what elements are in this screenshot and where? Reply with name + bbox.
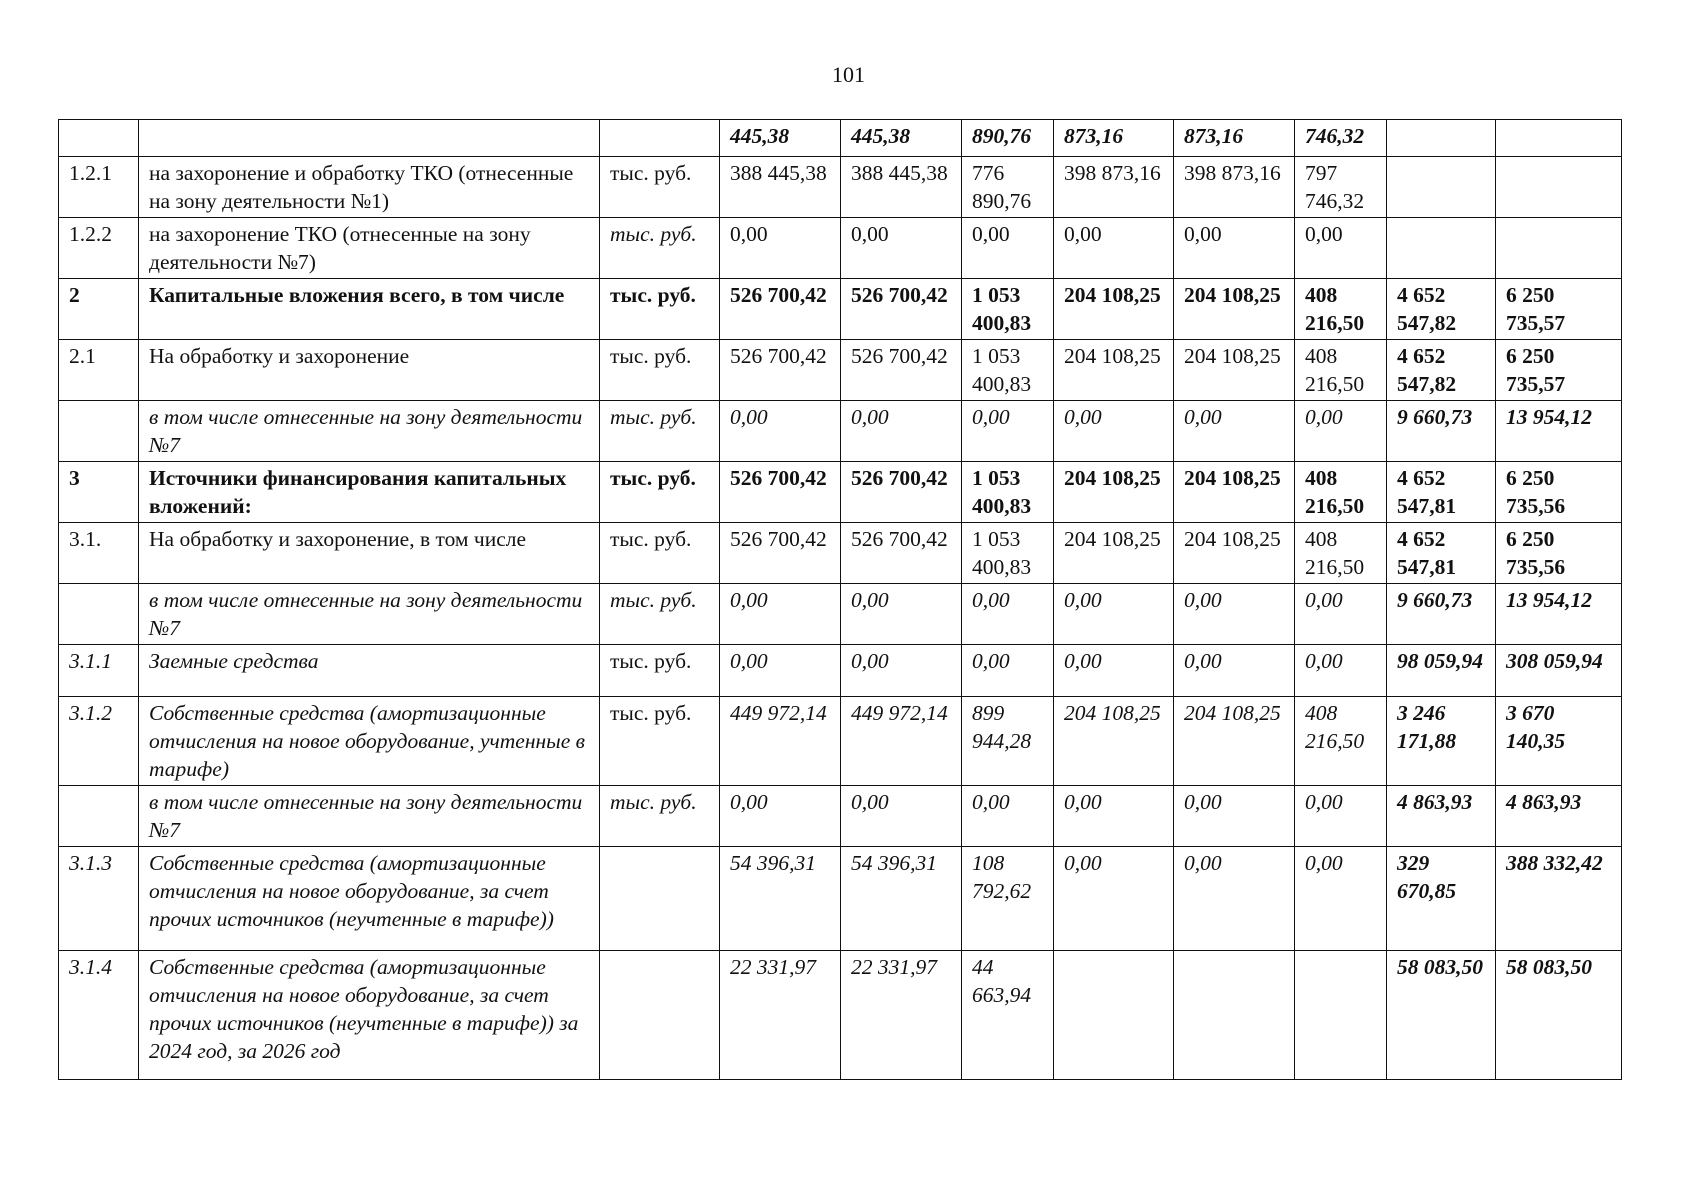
value-col-7: 9 660,73: [1387, 401, 1496, 462]
row-number: 3.1.2: [59, 697, 139, 786]
value-col-6: [1295, 951, 1387, 1080]
value-col-3: 0,00: [962, 584, 1054, 645]
unit: тыс. руб.: [600, 279, 720, 340]
value-col-2: 526 700,42: [841, 462, 962, 523]
row-description: на захоронение ТКО (отнесенные на зону деятельности №7): [139, 218, 600, 279]
value-col-1: 449 972,14: [720, 697, 841, 786]
row-number: 2.1: [59, 340, 139, 401]
value-col-2: 526 700,42: [841, 523, 962, 584]
value-col-7: 4 863,93: [1387, 786, 1496, 847]
unit: тыс. руб.: [600, 523, 720, 584]
value-col-7: [1387, 218, 1496, 279]
row-number: 3.1.: [59, 523, 139, 584]
unit: тыс. руб.: [600, 462, 720, 523]
table-row: [59, 157, 1622, 218]
value-col-7: 58 083,50: [1387, 951, 1496, 1080]
value-col-2: 0,00: [841, 584, 962, 645]
value-col-5: 204 108,25: [1174, 462, 1295, 523]
value-col-3: 899 944,28: [962, 697, 1054, 786]
value-col-3: 108 792,62: [962, 847, 1054, 951]
value-col-4: 0,00: [1054, 401, 1174, 462]
value-col-3: 1 053 400,83: [962, 340, 1054, 401]
financial-table: [58, 119, 1622, 1080]
row-number: 2: [59, 279, 139, 340]
row-description: Собственные средства (амортизационные отчисления на новое оборудование, учтенные в тарифе): [139, 697, 600, 786]
table-body: [59, 120, 1622, 1080]
value-col-5: 0,00: [1174, 584, 1295, 645]
value-col-4: 204 108,25: [1054, 697, 1174, 786]
value-col-5: 0,00: [1174, 786, 1295, 847]
value-col-8: 6 250 735,57: [1496, 279, 1622, 340]
value-col-8: [1496, 120, 1622, 157]
table-row: [59, 462, 1622, 523]
row-description: На обработку и захоронение, в том числе: [139, 523, 600, 584]
row-description: Источники финансирования капитальных вложений:: [139, 462, 600, 523]
value-col-7: 4 652 547,82: [1387, 279, 1496, 340]
value-col-7: 329 670,85: [1387, 847, 1496, 951]
unit: тыс. руб.: [600, 218, 720, 279]
value-col-1: 0,00: [720, 786, 841, 847]
value-col-3: 890,76: [962, 120, 1054, 157]
value-col-6: 0,00: [1295, 584, 1387, 645]
unit: тыс. руб.: [600, 157, 720, 218]
table-row: [59, 584, 1622, 645]
value-col-8: [1496, 218, 1622, 279]
value-col-1: 0,00: [720, 584, 841, 645]
unit: [600, 847, 720, 951]
unit: тыс. руб.: [600, 584, 720, 645]
value-col-2: 0,00: [841, 786, 962, 847]
value-col-6: 0,00: [1295, 218, 1387, 279]
row-description: На обработку и захоронение: [139, 340, 600, 401]
value-col-6: 0,00: [1295, 645, 1387, 697]
value-col-5: 204 108,25: [1174, 340, 1295, 401]
unit: тыс. руб.: [600, 340, 720, 401]
value-col-1: 388 445,38: [720, 157, 841, 218]
value-col-6: 408 216,50: [1295, 279, 1387, 340]
value-col-6: 408 216,50: [1295, 523, 1387, 584]
row-description: Собственные средства (амортизационные отчисления на новое оборудование, за счет прочих источников (неучтенные в тарифе)) за 2024 год, за 2026 год: [139, 951, 600, 1080]
value-col-2: 54 396,31: [841, 847, 962, 951]
row-description: Капитальные вложения всего, в том числе: [139, 279, 600, 340]
value-col-1: 526 700,42: [720, 523, 841, 584]
value-col-1: 54 396,31: [720, 847, 841, 951]
table-row: [59, 340, 1622, 401]
row-number: 3.1.4: [59, 951, 139, 1080]
row-number: [59, 401, 139, 462]
value-col-6: 408 216,50: [1295, 340, 1387, 401]
value-col-6: 408 216,50: [1295, 697, 1387, 786]
value-col-6: 0,00: [1295, 847, 1387, 951]
value-col-1: 22 331,97: [720, 951, 841, 1080]
row-number: [59, 120, 139, 157]
value-col-8: 388 332,42: [1496, 847, 1622, 951]
value-col-4: 873,16: [1054, 120, 1174, 157]
value-col-8: 13 954,12: [1496, 584, 1622, 645]
value-col-5: 204 108,25: [1174, 279, 1295, 340]
value-col-4: 0,00: [1054, 218, 1174, 279]
row-description: в том числе отнесенные на зону деятельности №7: [139, 786, 600, 847]
value-col-2: 526 700,42: [841, 340, 962, 401]
value-col-4: 398 873,16: [1054, 157, 1174, 218]
value-col-2: 0,00: [841, 401, 962, 462]
value-col-4: 204 108,25: [1054, 462, 1174, 523]
value-col-8: 58 083,50: [1496, 951, 1622, 1080]
row-description: [139, 120, 600, 157]
table-row: [59, 645, 1622, 697]
value-col-2: 445,38: [841, 120, 962, 157]
value-col-7: 4 652 547,81: [1387, 523, 1496, 584]
value-col-8: 4 863,93: [1496, 786, 1622, 847]
value-col-7: [1387, 157, 1496, 218]
value-col-4: 0,00: [1054, 645, 1174, 697]
value-col-3: 0,00: [962, 786, 1054, 847]
value-col-7: 4 652 547,81: [1387, 462, 1496, 523]
value-col-8: 6 250 735,56: [1496, 523, 1622, 584]
value-col-1: 526 700,42: [720, 340, 841, 401]
row-number: 1.2.1: [59, 157, 139, 218]
value-col-4: 0,00: [1054, 786, 1174, 847]
value-col-1: 526 700,42: [720, 279, 841, 340]
value-col-4: 204 108,25: [1054, 279, 1174, 340]
value-col-4: 0,00: [1054, 847, 1174, 951]
row-number: 3.1.3: [59, 847, 139, 951]
value-col-5: 0,00: [1174, 645, 1295, 697]
page-number: 101: [832, 62, 865, 87]
value-col-3: 1 053 400,83: [962, 279, 1054, 340]
value-col-8: 6 250 735,56: [1496, 462, 1622, 523]
unit: тыс. руб.: [600, 401, 720, 462]
value-col-3: 1 053 400,83: [962, 462, 1054, 523]
value-col-7: 98 059,94: [1387, 645, 1496, 697]
row-description: Заемные средства: [139, 645, 600, 697]
value-col-2: 22 331,97: [841, 951, 962, 1080]
row-number: [59, 584, 139, 645]
value-col-7: 4 652 547,82: [1387, 340, 1496, 401]
value-col-5: 0,00: [1174, 218, 1295, 279]
unit: [600, 120, 720, 157]
unit: тыс. руб.: [600, 697, 720, 786]
value-col-8: [1496, 157, 1622, 218]
value-col-3: 776 890,76: [962, 157, 1054, 218]
value-col-5: [1174, 951, 1295, 1080]
value-col-1: 0,00: [720, 218, 841, 279]
value-col-1: 445,38: [720, 120, 841, 157]
table-row: [59, 279, 1622, 340]
value-col-3: 1 053 400,83: [962, 523, 1054, 584]
value-col-2: 526 700,42: [841, 279, 962, 340]
value-col-2: 388 445,38: [841, 157, 962, 218]
unit: тыс. руб.: [600, 786, 720, 847]
value-col-6: 0,00: [1295, 786, 1387, 847]
row-number: 1.2.2: [59, 218, 139, 279]
value-col-7: 9 660,73: [1387, 584, 1496, 645]
value-col-3: 0,00: [962, 218, 1054, 279]
row-description: в том числе отнесенные на зону деятельности №7: [139, 401, 600, 462]
row-number: [59, 786, 139, 847]
value-col-5: 398 873,16: [1174, 157, 1295, 218]
table-row: [59, 697, 1622, 786]
value-col-6: 0,00: [1295, 401, 1387, 462]
row-description: Собственные средства (амортизационные отчисления на новое оборудование, за счет прочих источников (неучтенные в тарифе)): [139, 847, 600, 951]
value-col-8: 6 250 735,57: [1496, 340, 1622, 401]
value-col-5: 204 108,25: [1174, 523, 1295, 584]
value-col-4: 0,00: [1054, 584, 1174, 645]
value-col-5: 0,00: [1174, 401, 1295, 462]
row-number: 3: [59, 462, 139, 523]
value-col-1: 526 700,42: [720, 462, 841, 523]
table-row: [59, 120, 1622, 157]
row-number: 3.1.1: [59, 645, 139, 697]
value-col-7: [1387, 120, 1496, 157]
unit: тыс. руб.: [600, 645, 720, 697]
value-col-8: 308 059,94: [1496, 645, 1622, 697]
table-row: [59, 951, 1622, 1080]
value-col-4: 204 108,25: [1054, 523, 1174, 584]
value-col-1: 0,00: [720, 401, 841, 462]
value-col-6: 797 746,32: [1295, 157, 1387, 218]
unit: [600, 951, 720, 1080]
value-col-4: [1054, 951, 1174, 1080]
value-col-4: 204 108,25: [1054, 340, 1174, 401]
value-col-5: 873,16: [1174, 120, 1295, 157]
value-col-3: 44 663,94: [962, 951, 1054, 1080]
row-description: в том числе отнесенные на зону деятельности №7: [139, 584, 600, 645]
value-col-7: 3 246 171,88: [1387, 697, 1496, 786]
value-col-6: 408 216,50: [1295, 462, 1387, 523]
value-col-2: 449 972,14: [841, 697, 962, 786]
table-row: [59, 401, 1622, 462]
value-col-3: 0,00: [962, 401, 1054, 462]
value-col-2: 0,00: [841, 645, 962, 697]
row-description: на захоронение и обработку ТКО (отнесенные на зону деятельности №1): [139, 157, 600, 218]
table-row: [59, 786, 1622, 847]
value-col-5: 0,00: [1174, 847, 1295, 951]
table-row: [59, 847, 1622, 951]
value-col-6: 746,32: [1295, 120, 1387, 157]
table-row: [59, 523, 1622, 584]
value-col-8: 3 670 140,35: [1496, 697, 1622, 786]
value-col-1: 0,00: [720, 645, 841, 697]
table-row: [59, 218, 1622, 279]
value-col-2: 0,00: [841, 218, 962, 279]
value-col-8: 13 954,12: [1496, 401, 1622, 462]
value-col-3: 0,00: [962, 645, 1054, 697]
value-col-5: 204 108,25: [1174, 697, 1295, 786]
